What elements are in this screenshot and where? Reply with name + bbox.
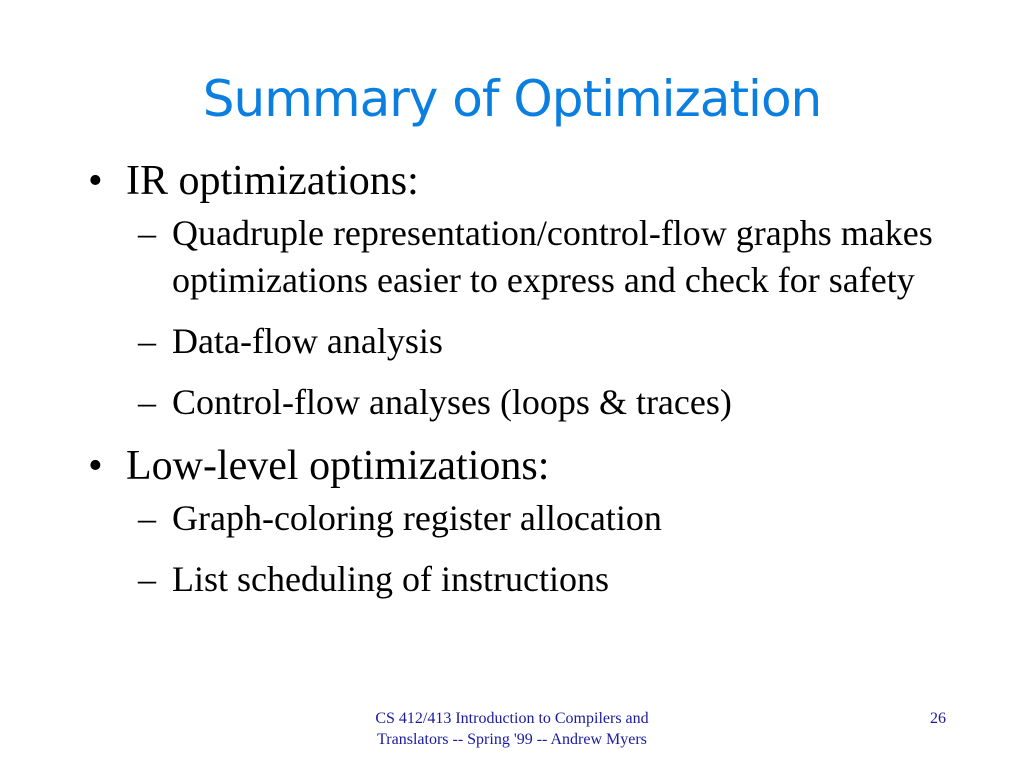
slide-content: [88, 155, 988, 603]
slide-title: Summary of Optimization: [202, 70, 822, 128]
sub-item-graph-coloring: [88, 495, 988, 542]
sub-item-text: Control-flow analyses (loops & traces): [172, 382, 732, 422]
page-number: 26: [930, 710, 946, 727]
bullet-item-low-level-optimizations: [88, 440, 988, 492]
bullet-item-ir-optimizations: [88, 155, 988, 207]
sub-item-control-flow-analyses: [88, 379, 988, 426]
bullet-icon: •: [88, 443, 103, 489]
dash-icon: –: [138, 213, 156, 253]
bullet-text: IR optimizations:: [126, 158, 419, 204]
sub-item-text: List scheduling of instructions: [172, 559, 609, 599]
dash-icon: –: [138, 559, 156, 599]
dash-icon: –: [138, 321, 156, 361]
bullet-icon: •: [88, 158, 103, 204]
sub-item-text: Graph-coloring register allocation: [172, 498, 662, 538]
sub-item-text: Quadruple representation/control-flow graphs makes optimizations easier to express and check for safety: [172, 213, 933, 300]
bullet-text: Low-level optimizations:: [126, 443, 550, 489]
footer-course-info: CS 412/413 Introduction to Compilers and Translators -- Spring '99 -- Andrew Myers: [375, 710, 649, 748]
sub-item-data-flow-analysis: [88, 318, 988, 365]
dash-icon: –: [138, 498, 156, 538]
dash-icon: –: [138, 382, 156, 422]
sub-item-quadruple-representation: [88, 210, 988, 304]
sub-item-text: Data-flow analysis: [172, 321, 443, 361]
sub-item-list-scheduling: [88, 556, 988, 603]
